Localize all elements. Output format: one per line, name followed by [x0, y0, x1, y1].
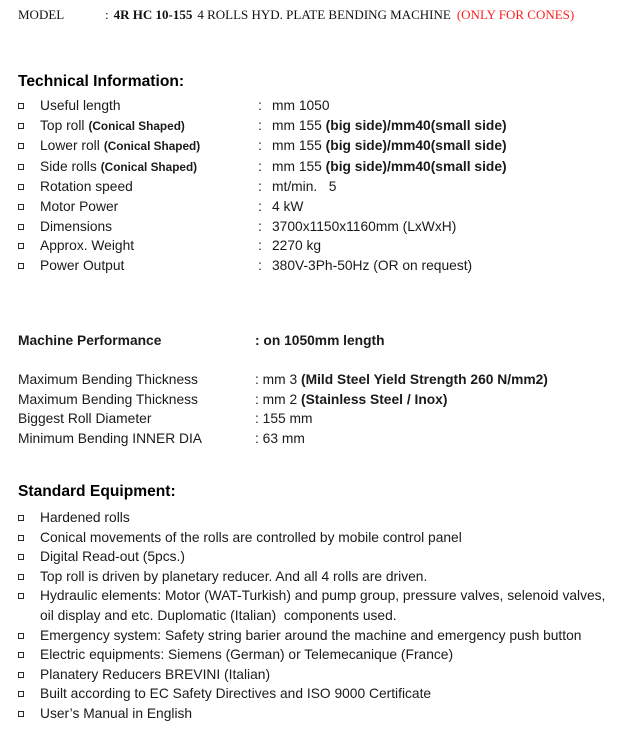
- machine-performance-section: [18, 331, 614, 449]
- equipment-item: [18, 567, 616, 587]
- spec-label-text: Motor Power: [40, 198, 119, 214]
- spec-label-text: Top roll: [40, 117, 85, 133]
- spec-label: [40, 236, 258, 256]
- equipment-item: [18, 528, 616, 548]
- spec-colon: :: [258, 238, 262, 254]
- spec-label-note: (Conical Shaped): [100, 159, 198, 174]
- performance-value: [255, 370, 614, 390]
- spec-row: [18, 116, 614, 137]
- spec-value: [272, 197, 614, 217]
- spec-label-text: Approx. Weight: [40, 238, 135, 254]
- square-bullet-icon: [18, 574, 24, 580]
- bullet-cell: [18, 197, 40, 217]
- spec-value: [272, 96, 614, 116]
- bullet-cell: [18, 177, 40, 197]
- spec-colon: :: [258, 98, 262, 113]
- bullet-cell: [18, 508, 40, 528]
- equipment-item-text: Planatery Reducers BREVINI (Italian): [40, 666, 271, 682]
- bullet-cell: [18, 157, 40, 178]
- performance-row: [18, 429, 614, 449]
- spec-value: [272, 236, 614, 256]
- square-bullet-icon: [18, 143, 24, 149]
- square-bullet-icon: [18, 263, 24, 269]
- performance-value: [255, 409, 614, 429]
- spec-colon: :: [258, 179, 262, 195]
- equipment-item: [18, 586, 616, 625]
- spec-value: [272, 157, 614, 178]
- square-bullet-icon: [18, 652, 24, 658]
- spec-value-bold: (big side)/mm40(small side): [325, 138, 507, 154]
- spec-value-text: mm 155: [272, 138, 326, 154]
- square-bullet-icon: [18, 243, 24, 249]
- performance-value: [255, 429, 614, 449]
- bullet-cell: [18, 116, 40, 137]
- spec-value-text: 2270 kg: [272, 238, 322, 254]
- bullet-cell: [18, 217, 40, 237]
- spec-label-text: Lower roll: [40, 138, 100, 154]
- bullet-cell: [18, 704, 40, 724]
- equipment-item: [18, 665, 616, 685]
- square-bullet-icon: [18, 554, 24, 560]
- bullet-cell: [18, 586, 40, 625]
- equipment-item-text: Conical movements of the rolls are controlled by mobile control panel: [40, 529, 462, 545]
- spec-label-text: Rotation speed: [40, 179, 133, 195]
- spec-value-text: mm 1050: [272, 98, 330, 113]
- spec-row: [18, 157, 614, 178]
- spec-colon: :: [258, 138, 262, 154]
- equipment-item-text: Top roll is driven by planetary reducer. And all 4 rolls are driven.: [40, 568, 428, 584]
- bullet-cell: [18, 684, 40, 704]
- bullet-cell: [18, 645, 40, 665]
- spec-value-text: 380V-3Ph-50Hz (OR on request): [272, 257, 473, 273]
- equipment-item-text: Emergency system: Safety string barier around the machine and emergency push button: [40, 627, 582, 643]
- equipment-item: [18, 547, 616, 567]
- equipment-list: [18, 508, 616, 724]
- model-number: 4R HC 10-155: [113, 7, 193, 22]
- equipment-item: [18, 626, 616, 646]
- performance-rows: [18, 370, 614, 448]
- performance-heading: Machine Performance: [18, 333, 162, 348]
- square-bullet-icon: [18, 184, 24, 190]
- performance-label: Maximum Bending Thickness: [18, 372, 198, 388]
- machine-title: 4 ROLLS HYD. PLATE BENDING MACHINE: [197, 7, 451, 22]
- spec-row: [18, 256, 614, 276]
- performance-label: Biggest Roll Diameter: [18, 411, 152, 427]
- spec-value: [272, 177, 614, 197]
- performance-value: [255, 390, 614, 410]
- spec-label: [40, 157, 258, 178]
- spec-label: [40, 217, 258, 237]
- bullet-cell: [18, 136, 40, 157]
- performance-value-text: : 155 mm: [255, 411, 313, 427]
- square-bullet-icon: [18, 711, 24, 717]
- spec-value: [272, 116, 614, 137]
- spec-row: [18, 136, 614, 157]
- spec-value-text: 4 kW: [272, 198, 304, 214]
- spec-value: [272, 136, 614, 157]
- square-bullet-icon: [18, 103, 24, 109]
- performance-heading-row: [18, 331, 614, 351]
- spec-label-text: Dimensions: [40, 218, 113, 234]
- equipment-item-text: Digital Read-out (5pcs.): [40, 549, 185, 565]
- performance-value-bold: (Mild Steel Yield Strength 260 N/mm2): [301, 372, 548, 388]
- spec-value-text: mm 155: [272, 158, 326, 174]
- equipment-item: [18, 508, 616, 528]
- bullet-cell: [18, 547, 40, 567]
- square-bullet-icon: [18, 535, 24, 541]
- spec-colon: :: [258, 117, 262, 133]
- spec-value-bold: (big side)/mm40(small side): [325, 158, 507, 174]
- equipment-item-text: User’s Manual in English: [40, 705, 193, 721]
- equipment-item: [18, 684, 616, 704]
- spec-row: [18, 197, 614, 217]
- bullet-cell: [18, 665, 40, 685]
- bullet-cell: [18, 528, 40, 548]
- spec-value-text: mm 155: [272, 117, 326, 133]
- performance-label: Minimum Bending INNER DIA: [18, 430, 203, 446]
- spec-value: [272, 256, 614, 276]
- only-for-cones-note: (ONLY FOR CONES): [456, 7, 575, 22]
- standard-equipment-heading: Standard Equipment:: [18, 483, 176, 500]
- spec-colon: :: [258, 198, 262, 214]
- model-colon: :: [105, 7, 109, 22]
- bullet-cell: [18, 96, 40, 116]
- spec-label: [40, 136, 258, 157]
- equipment-item-text: Hydraulic elements: Motor (WAT-Turkish) and pump group, pressure valves, selenoid valves, oil display and etc. Duplomatic (Italian) components used.: [40, 588, 610, 623]
- spacer: [18, 351, 614, 371]
- spec-value-text: 3700x1150x1160mm (LxWxH): [272, 218, 457, 234]
- bullet-cell: [18, 626, 40, 646]
- square-bullet-icon: [18, 204, 24, 210]
- spec-label-text: Side rolls: [40, 158, 97, 174]
- bullet-cell: [18, 236, 40, 256]
- spec-label: [40, 96, 258, 116]
- spec-label: [40, 197, 258, 217]
- performance-value-text: : mm 2: [255, 391, 301, 407]
- performance-label: Maximum Bending Thickness: [18, 391, 198, 407]
- bullet-cell: [18, 256, 40, 276]
- technical-information-section: [18, 72, 614, 275]
- model-label: MODEL: [18, 7, 65, 22]
- performance-heading-value: : on 1050mm length: [255, 333, 385, 348]
- square-bullet-icon: [18, 515, 24, 521]
- spec-label: [40, 256, 258, 276]
- spec-label-text: Useful length: [40, 98, 121, 113]
- model-header-row: [18, 7, 622, 23]
- performance-value-text: : 63 mm: [255, 430, 305, 446]
- spec-label: [40, 116, 258, 137]
- spec-colon: :: [258, 257, 262, 273]
- spec-value: [272, 217, 614, 237]
- technical-information-heading: Technical Information:: [18, 73, 185, 90]
- equipment-item: [18, 704, 616, 724]
- performance-row: [18, 409, 614, 429]
- spec-colon: :: [258, 218, 262, 234]
- spec-value-bold: (big side)/mm40(small side): [325, 117, 507, 133]
- square-bullet-icon: [18, 123, 24, 129]
- equipment-item-text: Hardened rolls: [40, 510, 130, 525]
- square-bullet-icon: [18, 633, 24, 639]
- square-bullet-icon: [18, 164, 24, 170]
- equipment-item-text: Electric equipments: Siemens (German) or Telemecanique (France): [40, 647, 454, 663]
- performance-value-text: : mm 3: [255, 372, 301, 388]
- spec-row: [18, 96, 614, 116]
- spec-value-text: mt/min. 5: [272, 179, 337, 195]
- square-bullet-icon: [18, 593, 24, 599]
- bullet-cell: [18, 567, 40, 587]
- spec-label: [40, 177, 258, 197]
- equipment-item-text: Built according to EC Safety Directives and ISO 9000 Certificate: [40, 686, 432, 702]
- square-bullet-icon: [18, 691, 24, 697]
- square-bullet-icon: [18, 224, 24, 230]
- spec-label-text: Power Output: [40, 257, 125, 273]
- spec-row: [18, 217, 614, 237]
- technical-rows: [18, 96, 614, 275]
- square-bullet-icon: [18, 672, 24, 678]
- performance-value-bold: (Stainless Steel / Inox): [301, 391, 448, 407]
- spec-row: [18, 177, 614, 197]
- spec-colon: :: [258, 158, 262, 174]
- spec-label-note: (Conical Shaped): [103, 139, 201, 154]
- standard-equipment-section: [18, 482, 616, 724]
- spec-row: [18, 236, 614, 256]
- spec-label-note: (Conical Shaped): [88, 118, 185, 133]
- performance-row: [18, 370, 614, 390]
- performance-row: [18, 390, 614, 410]
- equipment-item: [18, 645, 616, 665]
